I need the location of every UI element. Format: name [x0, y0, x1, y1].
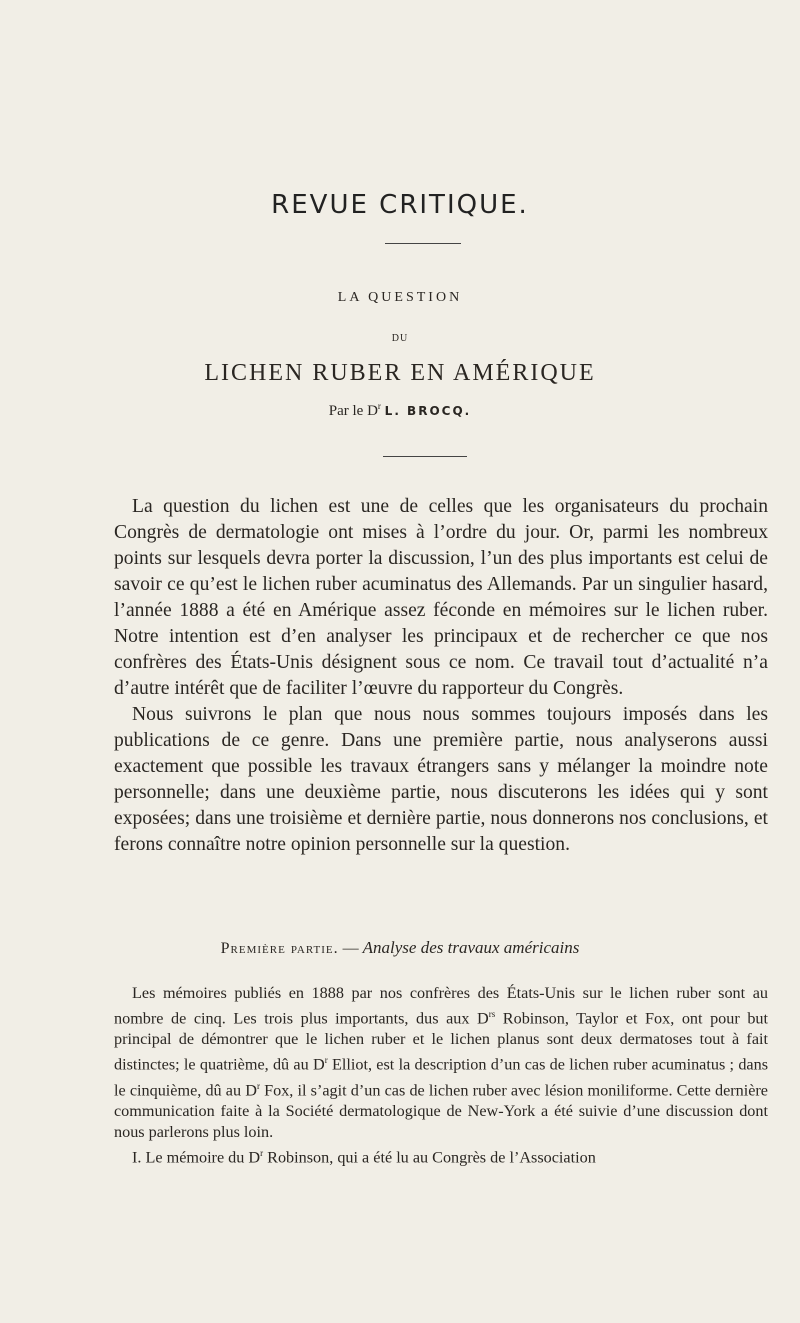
- article-byline: [0, 401, 800, 420]
- part-heading: [0, 938, 800, 958]
- author-name: L. BROCQ.: [384, 404, 472, 418]
- text-run: Les mémoires publiés en 1888 par nos confrères des États-Unis sur le lichen ruber sont au nombre de cinq. Les trois plus importants, dus aux D: [114, 984, 768, 1028]
- byline-prefix: Par le D: [328, 403, 378, 419]
- text-sup: rs: [488, 1009, 496, 1019]
- text-sup: r: [324, 1055, 328, 1066]
- paragraph: La question du lichen est une de celles que les organisateurs du prochain Congrès de dermatologie ont mises à l’ordre du jour. Or, parmi les nombreux points sur lesquels devra porter la discussion, l’un des plus importants est celui de savoir ce qu’est le lichen ruber acuminatus des Allemands. Par un singulier hasard, l’année 1888 a été en Amérique assez féconde en mémoires sur le lichen ruber. Notre intention est d’en analyser les principaux et de rechercher ce que nos confrères des États-Unis désignent sous ce nom. Ce travail tout d’actualité n’a d’autre intérêt que de faciliter l’œuvre du rapporteur du Congrès.: [114, 496, 768, 699]
- text-run: Fox, il s’agit d’un cas de lichen ruber avec lésion moniliforme. Cette dernière communication faite à la Société dermatologique de New-York a été suivie d’une discussion dont nous parlerons plus loin.: [114, 1081, 768, 1142]
- title-divider: [385, 243, 461, 244]
- text-sup: r: [260, 1148, 264, 1159]
- analysis-text: [114, 983, 768, 1169]
- section-title: REVUE CRITIQUE.: [271, 190, 529, 220]
- part-subtitle: Analyse des travaux américains: [362, 938, 580, 957]
- byline-divider: [383, 456, 467, 457]
- part-dash: —: [338, 940, 363, 957]
- part-label: Première partie.: [220, 940, 339, 957]
- article-pretitle-du: DU: [391, 333, 409, 344]
- article-title: LICHEN RUBER EN AMÉRIQUE: [204, 360, 596, 386]
- paragraph: [114, 983, 768, 1143]
- article-pretitle: LA QUESTION: [337, 290, 463, 305]
- byline-sup: r: [377, 401, 381, 411]
- text-run: I. Le mémoire du D: [132, 1148, 261, 1167]
- intro-text: [114, 494, 768, 858]
- text-sup: r: [256, 1080, 260, 1091]
- paragraph: [114, 1143, 768, 1168]
- paragraph: Nous suivrons le plan que nous nous sommes toujours imposés dans les publications de ce genre. Dans une première partie, nous analyserons aussi exactement que possible les travaux étrangers sans y mélanger la moindre note personnelle; dans une deuxième partie, nous discuterons les idées qui y sont exposées; dans une troisième et dernière partie, nous donnerons nos conclusions, et ferons connaître notre opinion personnelle sur la question.: [114, 704, 768, 855]
- text-run: Robinson, qui a été lu au Congrès de l’Association: [263, 1148, 596, 1167]
- text-run: Robinson, Taylor et Fox, ont pour but principal de démontrer que le lichen ruber et le lichen planus sont deux dermatoses tout à fait distinctes; le quatrième, dû au D: [114, 1009, 769, 1074]
- text-run: Elliot, est la description d’un cas de lichen ruber acuminatus ; dans le cinquième, dû au D: [114, 1055, 769, 1100]
